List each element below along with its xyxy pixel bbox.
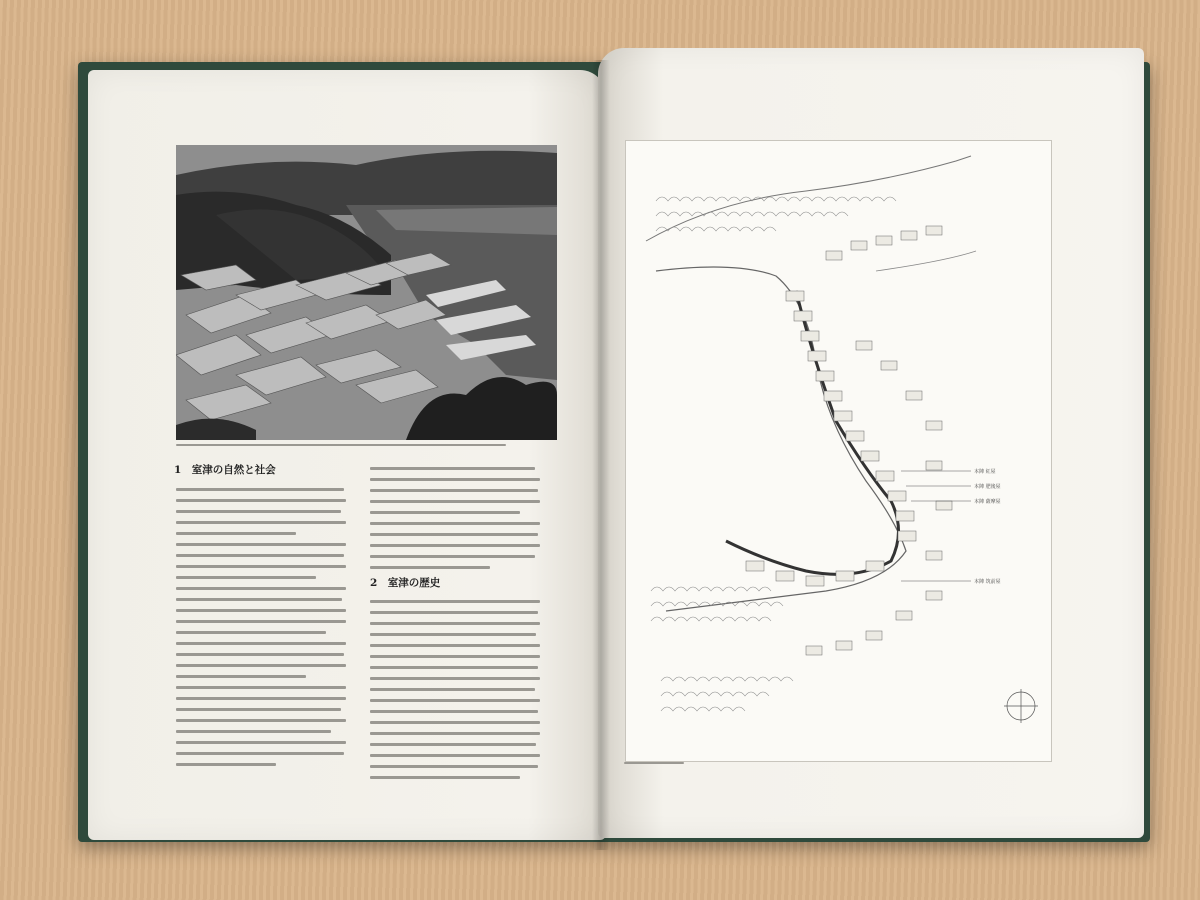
book-gutter [592,60,610,850]
map-label: 本陣 肥後屋 [974,484,1001,490]
section-heading: 2 室津の歴史 [370,577,441,589]
photo-caption [176,444,557,446]
body-text-column [370,600,540,787]
map-caption [624,762,684,764]
caption-text [176,444,506,446]
town-map [625,140,1052,762]
body-text-column [370,467,540,577]
body-text-column [176,488,346,774]
harbor-photo [176,145,557,440]
map-label: 本陣 紅屋 [974,469,996,475]
section-heading: 1 室津の自然と社会 [174,464,276,476]
map-label: 本陣 薩摩屋 [974,499,1001,505]
map-label: 本陣 筑前屋 [974,579,1001,585]
